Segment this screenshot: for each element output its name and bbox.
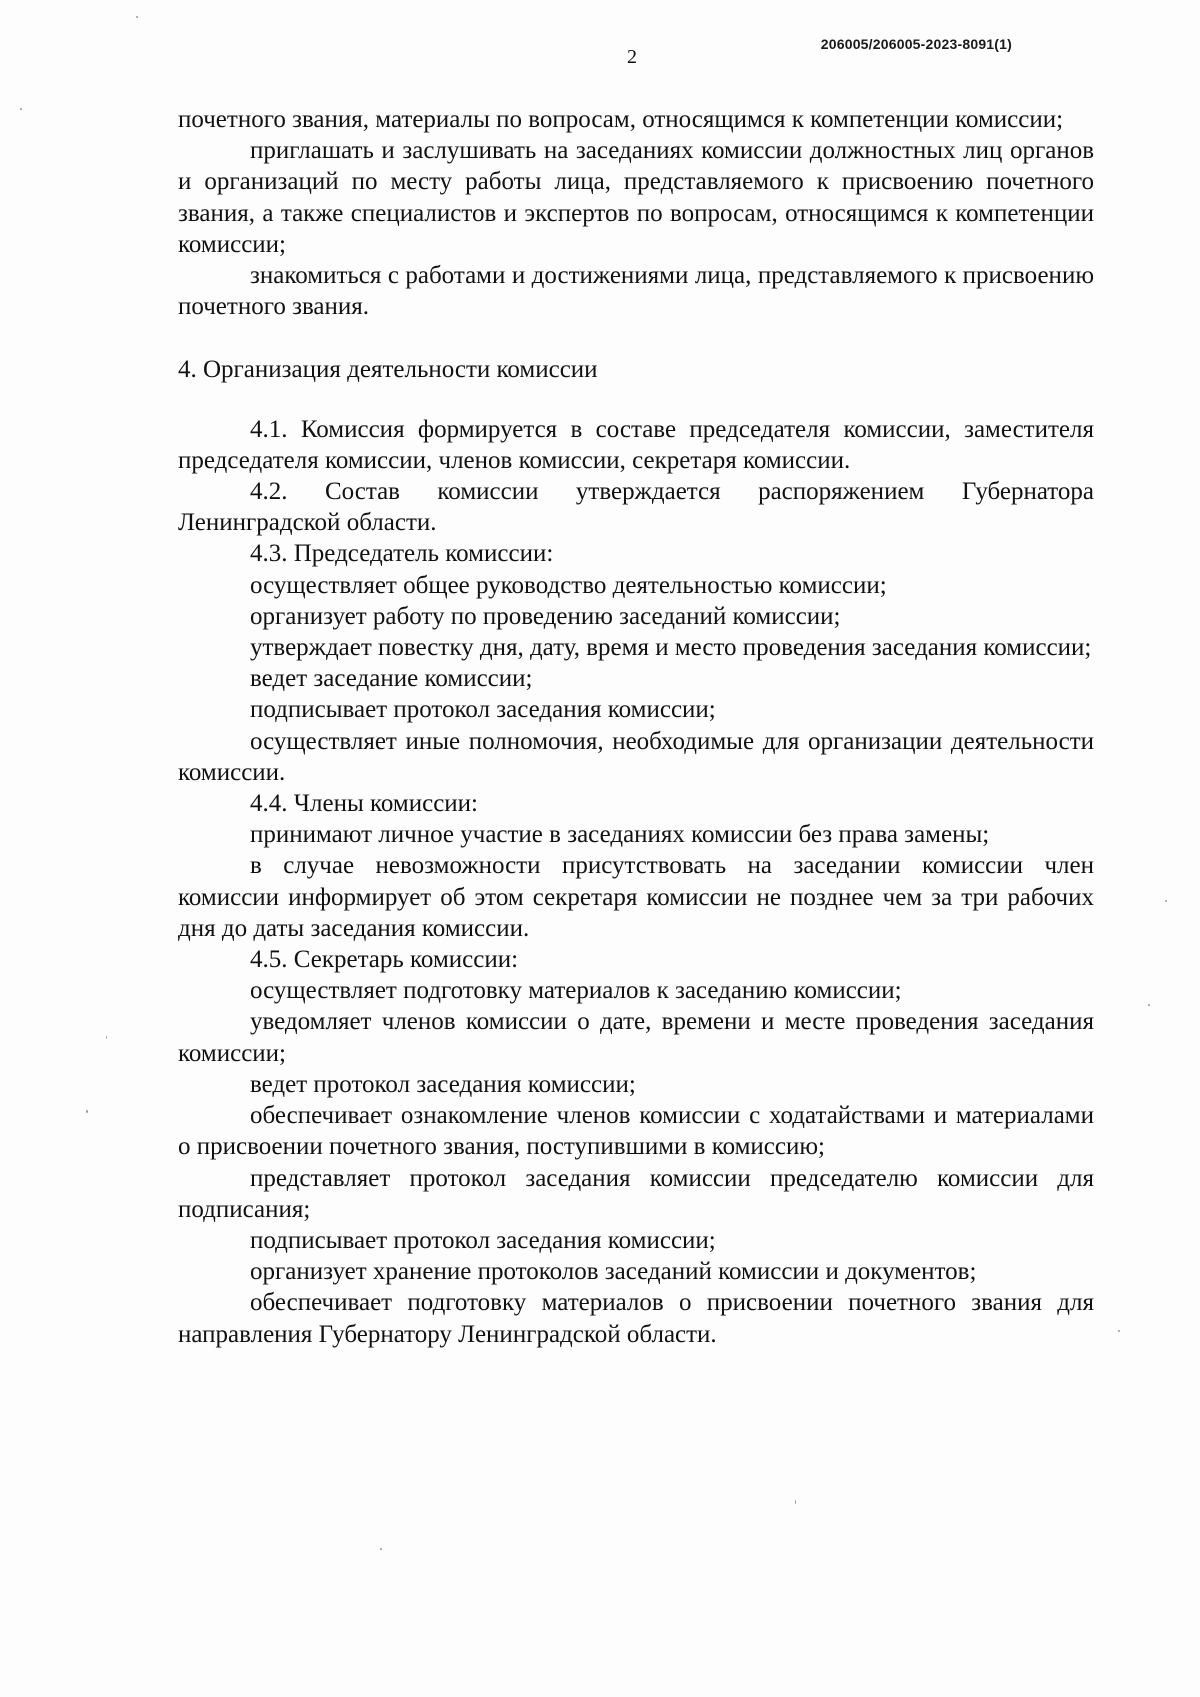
scan-speck xyxy=(1148,1004,1150,1006)
scan-speck xyxy=(106,1036,107,1039)
scan-speck xyxy=(795,1500,796,1504)
paragraph: 4.1. Комиссия формируется в составе председателя комиссии, заместителя председателя комиссии, членов комиссии, секретаря комиссии. xyxy=(178,415,1094,474)
page-number: 2 xyxy=(627,46,637,68)
list-item: представляет протокол заседания комиссии председателю комиссии для подписания; xyxy=(178,1164,1094,1223)
scan-speck xyxy=(1165,900,1167,902)
list-item: принимают личное участие в заседаниях комиссии без права замены; xyxy=(250,821,990,849)
subsection-title: 4.3. Председатель комиссии: xyxy=(250,540,554,568)
subsection-title: 4.4. Члены комиссии: xyxy=(250,790,478,818)
document-body xyxy=(178,104,1094,1350)
paragraph: почетного звания, материалы по вопросам, относящимся к компетенции комиссии; xyxy=(178,106,1064,133)
section-heading: 4. Организация деятельности комиссии xyxy=(178,356,598,384)
list-item: организует хранение протоколов заседаний комиссии и документов; xyxy=(250,1258,977,1286)
scan-speck xyxy=(136,16,138,18)
list-item: организует работу по проведению заседаний комиссии; xyxy=(250,602,841,630)
list-item: осуществляет общее руководство деятельностью комиссии; xyxy=(250,571,887,599)
scan-speck xyxy=(380,1548,382,1550)
paragraph: 4.2. Состав комиссии утверждается распоряжением Губернатора Ленинградской области. xyxy=(178,478,1094,537)
list-item: обеспечивает подготовку материалов о присвоении почетного звания для направления Губернатору Ленинградской области. xyxy=(178,1289,1094,1348)
list-item: подписывает протокол заседания комиссии; xyxy=(250,1226,716,1254)
scan-speck xyxy=(1118,1330,1120,1332)
list-item: осуществляет подготовку материалов к заседанию комиссии; xyxy=(250,977,902,1005)
document-id: 206005/206005-2023-8091(1) xyxy=(820,36,1012,52)
subsection-title: 4.5. Секретарь комиссии: xyxy=(250,946,519,974)
list-item: ведет заседание комиссии; xyxy=(250,665,533,693)
list-item: уведомляет членов комиссии о дате, времени и месте проведения заседания комиссии; xyxy=(178,1008,1094,1067)
paragraph: знакомиться с работами и достижениями лица, представляемого к присвоению почетного звания. xyxy=(178,262,1094,321)
list-item: утверждает повестку дня, дату, время и место проведения заседания комиссии; xyxy=(250,634,1092,662)
scan-speck xyxy=(20,108,22,110)
list-item: обеспечивает ознакомление членов комиссии с ходатайствами и материалами о присвоении почетного звания, поступившими в комиссию; xyxy=(178,1102,1094,1161)
list-item: подписывает протокол заседания комиссии; xyxy=(250,696,716,724)
list-item: в случае невозможности присутствовать на заседании комиссии член комиссии информирует об этом секретаря комиссии не позднее чем за три рабочих дня до даты заседания комиссии. xyxy=(178,852,1094,942)
list-item: ведет протокол заседания комиссии; xyxy=(250,1070,636,1098)
scan-speck xyxy=(86,1110,88,1113)
paragraph: приглашать и заслушивать на заседаниях комиссии должностных лиц органов и организаций по месту работы лица, представляемого к присвоению почетного звания, а также специалистов и экспертов по вопросам, относящимся к компетенции комиссии; xyxy=(178,137,1094,258)
list-item: осуществляет иные полномочия, необходимые для организации деятельности комиссии. xyxy=(178,727,1094,786)
